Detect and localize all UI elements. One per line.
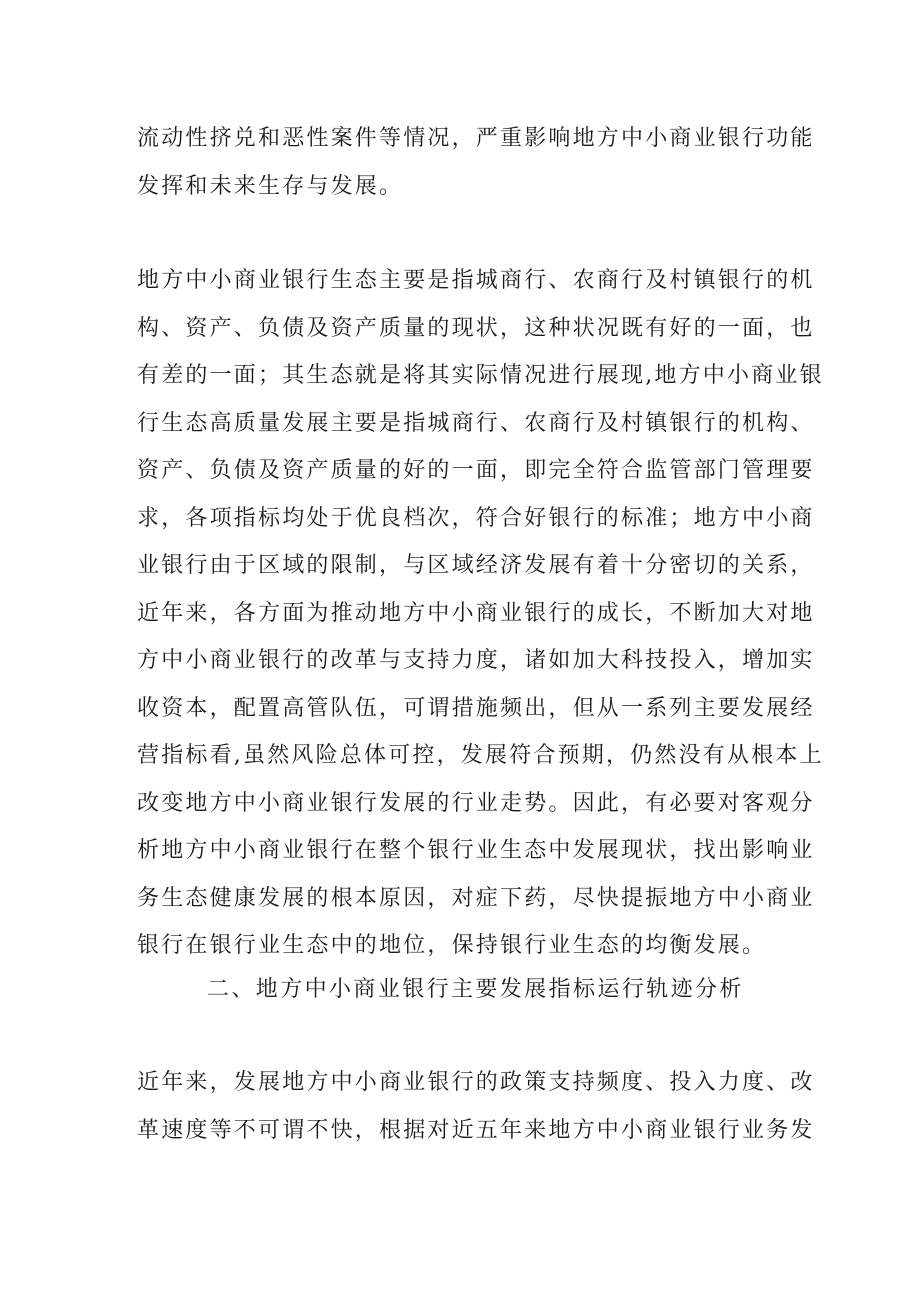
text-line: 析地方中小商业银行在整个银行业生态中发展现状，找出影响业: [137, 838, 815, 863]
text-line: 流动性挤兑和恶性案件等情况，严重影响地方中小商业银行功能: [137, 126, 815, 151]
text-line: 近年来，发展地方中小商业银行的政策支持频度、投入力度、改: [137, 1070, 815, 1095]
text-line: 构、资产、负债及资产质量的现状，这种状况既有好的一面，也: [137, 316, 815, 341]
section-heading: 二、地方中小商业银行主要发展指标运行轨迹分析: [207, 977, 744, 1002]
text-line: 业银行由于区域的限制，与区域经济发展有着十分密切的关系，: [137, 553, 815, 578]
text-line: 收资本，配置高管队伍，可谓措施频出，但从一系列主要发展经: [137, 696, 815, 721]
text-line: 资产、负债及资产质量的好的一面，即完全符合监管部门管理要: [137, 458, 815, 483]
text-line: 行生态高质量发展主要是指城商行、农商行及村镇银行的机构、: [137, 411, 815, 436]
text-line: 方中小商业银行的改革与支持力度，诸如加大科技投入，增加实: [137, 648, 815, 673]
text-line: 务生态健康发展的根本原因，对症下药，尽快提振地方中小商业: [137, 886, 815, 911]
text-line: 近年来，各方面为推动地方中小商业银行的成长，不断加大对地: [137, 601, 815, 626]
text-line: 银行在银行业生态中的地位，保持银行业生态的均衡发展。: [137, 933, 767, 958]
text-line: 营指标看,虽然风险总体可控，发展符合预期，仍然没有从根本上: [137, 743, 824, 768]
text-line: 革速度等不可谓不快，根据对近五年来地方中小商业银行业务发: [137, 1118, 815, 1143]
text-line: 发挥和未来生存与发展。: [137, 174, 404, 199]
text-line: 地方中小商业银行生态主要是指城商行、农商行及村镇银行的机: [137, 268, 815, 293]
text-line: 改变地方中小商业银行发展的行业走势。因此，有必要对客观分: [137, 791, 815, 816]
text-line: 求，各项指标均处于优良档次，符合好银行的标准；地方中小商: [137, 506, 815, 531]
text-line: 有差的一面；其生态就是将其实际情况进行展现,地方中小商业银: [137, 363, 824, 388]
